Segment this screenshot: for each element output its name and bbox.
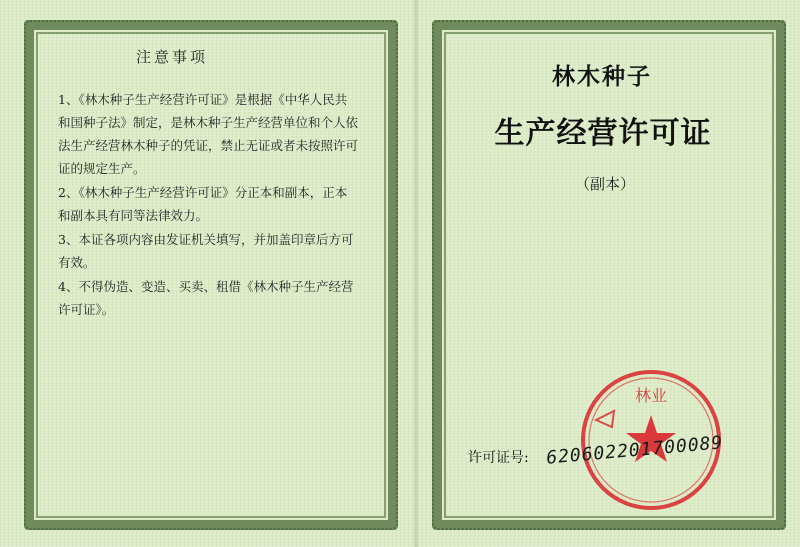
certificate-subtitle: （副本） <box>574 175 635 193</box>
notice-list <box>58 88 358 322</box>
notice-item: 2、《林木种子生产经营许可证》分正本和副本，正本和副本具有同等法律效力。 <box>58 185 348 223</box>
license-number-label: 许可证号: <box>468 450 529 466</box>
notice-title: 注意事项 <box>136 48 209 66</box>
certificate-title-line2: 生产经营许可证 <box>494 116 712 151</box>
notice-item: 4、不得伪造、变造、买卖、租借《林木种子生产经营许可证》。 <box>58 279 354 317</box>
seal-text: 林业 <box>634 386 668 405</box>
notice-item: 1、《林木种子生产经营许可证》是根据《中华人民共和国种子法》制定，是林木种子生产经营单位和个人依法生产经营林木种子的凭证，禁止无证或者未按照许可证的规定生产。 <box>58 92 359 176</box>
certificate-title-line1: 林木种子 <box>552 64 652 90</box>
notice-item: 3、本证各项内容由发证机关填写，并加盖印章后方可有效。 <box>58 232 354 270</box>
license-number-value: 620602201700089 <box>545 432 725 469</box>
